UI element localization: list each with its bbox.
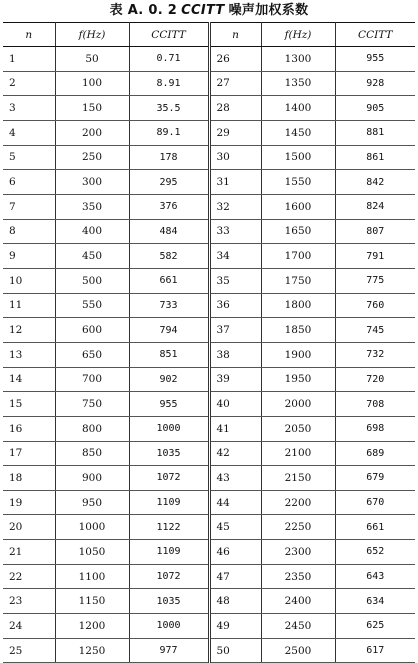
- cell-n-left: 19: [3, 490, 55, 515]
- cell-f-left: 400: [55, 219, 129, 244]
- cell-n-right: 43: [209, 466, 261, 491]
- cell-f-left: 550: [55, 293, 129, 318]
- cell-f-right: 2500: [261, 638, 335, 663]
- table-caption: [0, 2, 418, 20]
- header-ccitt-left: CCITT: [129, 23, 209, 47]
- cell-ccitt-right: 720: [335, 367, 415, 392]
- table-caption-suffix: 噪声加权系数: [228, 3, 309, 18]
- cell-f-right: 1500: [261, 145, 335, 170]
- table-row: [3, 515, 415, 540]
- cell-f-left: 300: [55, 170, 129, 195]
- cell-n-right: 36: [209, 293, 261, 318]
- cell-f-left: 1200: [55, 614, 129, 639]
- cell-n-right: 29: [209, 120, 261, 145]
- cell-n-left: 18: [3, 466, 55, 491]
- cell-f-right: 2450: [261, 614, 335, 639]
- cell-n-left: 21: [3, 540, 55, 565]
- cell-f-left: 950: [55, 490, 129, 515]
- cell-ccitt-right: 955: [335, 47, 415, 72]
- table-row: [3, 268, 415, 293]
- cell-f-right: 1750: [261, 268, 335, 293]
- cell-ccitt-right: 842: [335, 170, 415, 195]
- table-row: [3, 194, 415, 219]
- cell-f-right: 1400: [261, 96, 335, 121]
- cell-f-left: 200: [55, 120, 129, 145]
- table-row: [3, 392, 415, 417]
- cell-ccitt-left: 8.91: [129, 71, 209, 96]
- cell-ccitt-right: 634: [335, 589, 415, 614]
- cell-f-left: 700: [55, 367, 129, 392]
- header-f-right: f(Hz): [261, 23, 335, 47]
- table-caption-prefix: 表 A. 0. 2: [109, 3, 178, 18]
- cell-n-left: 14: [3, 367, 55, 392]
- cell-ccitt-left: 295: [129, 170, 209, 195]
- cell-ccitt-right: 708: [335, 392, 415, 417]
- header-n-right: n: [209, 23, 261, 47]
- cell-ccitt-right: 881: [335, 120, 415, 145]
- cell-n-left: 23: [3, 589, 55, 614]
- cell-n-right: 27: [209, 71, 261, 96]
- cell-f-right: 2350: [261, 564, 335, 589]
- table-row: [3, 490, 415, 515]
- cell-n-right: 44: [209, 490, 261, 515]
- cell-f-right: 2250: [261, 515, 335, 540]
- cell-n-right: 41: [209, 416, 261, 441]
- cell-f-right: 2150: [261, 466, 335, 491]
- cell-ccitt-right: 689: [335, 441, 415, 466]
- cell-f-left: 500: [55, 268, 129, 293]
- cell-n-right: 46: [209, 540, 261, 565]
- cell-f-left: 1000: [55, 515, 129, 540]
- cell-f-right: 2000: [261, 392, 335, 417]
- cell-f-left: 600: [55, 318, 129, 343]
- cell-f-right: 1900: [261, 342, 335, 367]
- cell-n-right: 40: [209, 392, 261, 417]
- cell-n-right: 35: [209, 268, 261, 293]
- cell-n-left: 13: [3, 342, 55, 367]
- table-caption-emphasis: CCITT: [181, 3, 225, 18]
- cell-n-right: 30: [209, 145, 261, 170]
- cell-n-left: 11: [3, 293, 55, 318]
- cell-n-left: 12: [3, 318, 55, 343]
- cell-ccitt-left: 955: [129, 392, 209, 417]
- cell-f-right: 1650: [261, 219, 335, 244]
- cell-n-left: 2: [3, 71, 55, 96]
- cell-ccitt-left: 1109: [129, 490, 209, 515]
- cell-ccitt-left: 582: [129, 244, 209, 269]
- cell-f-right: 1350: [261, 71, 335, 96]
- cell-ccitt-left: 1122: [129, 515, 209, 540]
- cell-n-left: 4: [3, 120, 55, 145]
- cell-n-left: 25: [3, 638, 55, 663]
- cell-f-left: 1250: [55, 638, 129, 663]
- table-row: [3, 47, 415, 72]
- cell-ccitt-right: 617: [335, 638, 415, 663]
- cell-n-left: 20: [3, 515, 55, 540]
- cell-ccitt-right: 732: [335, 342, 415, 367]
- table-row: [3, 71, 415, 96]
- cell-n-left: 16: [3, 416, 55, 441]
- cell-ccitt-left: 0.71: [129, 47, 209, 72]
- table-row: [3, 441, 415, 466]
- cell-ccitt-left: 35.5: [129, 96, 209, 121]
- cell-ccitt-left: 1072: [129, 564, 209, 589]
- cell-n-right: 26: [209, 47, 261, 72]
- cell-n-right: 31: [209, 170, 261, 195]
- cell-ccitt-right: 791: [335, 244, 415, 269]
- table-header-row: [3, 23, 415, 47]
- cell-n-left: 15: [3, 392, 55, 417]
- cell-ccitt-left: 1109: [129, 540, 209, 565]
- cell-f-right: 1600: [261, 194, 335, 219]
- cell-n-right: 33: [209, 219, 261, 244]
- table-row: [3, 96, 415, 121]
- cell-n-right: 50: [209, 638, 261, 663]
- cell-f-left: 900: [55, 466, 129, 491]
- header-ccitt-right: CCITT: [335, 23, 415, 47]
- cell-ccitt-left: 89.1: [129, 120, 209, 145]
- cell-f-left: 250: [55, 145, 129, 170]
- cell-ccitt-left: 484: [129, 219, 209, 244]
- cell-n-right: 34: [209, 244, 261, 269]
- cell-f-right: 2100: [261, 441, 335, 466]
- cell-n-left: 7: [3, 194, 55, 219]
- table-row: [3, 318, 415, 343]
- cell-n-left: 24: [3, 614, 55, 639]
- cell-n-left: 9: [3, 244, 55, 269]
- cell-ccitt-right: 760: [335, 293, 415, 318]
- cell-n-left: 22: [3, 564, 55, 589]
- cell-ccitt-left: 1072: [129, 466, 209, 491]
- cell-ccitt-right: 661: [335, 515, 415, 540]
- table-row: [3, 540, 415, 565]
- cell-f-left: 750: [55, 392, 129, 417]
- cell-n-right: 48: [209, 589, 261, 614]
- cell-f-left: 350: [55, 194, 129, 219]
- header-f-left: f(Hz): [55, 23, 129, 47]
- table-row: [3, 367, 415, 392]
- table-row: [3, 170, 415, 195]
- cell-n-right: 32: [209, 194, 261, 219]
- table-body: [3, 47, 415, 663]
- header-n-left: n: [3, 23, 55, 47]
- cell-f-left: 1100: [55, 564, 129, 589]
- cell-f-left: 650: [55, 342, 129, 367]
- cell-f-right: 1450: [261, 120, 335, 145]
- cell-f-right: 2400: [261, 589, 335, 614]
- table-row: [3, 145, 415, 170]
- cell-ccitt-right: 745: [335, 318, 415, 343]
- cell-ccitt-left: 977: [129, 638, 209, 663]
- cell-f-left: 1050: [55, 540, 129, 565]
- cell-f-left: 150: [55, 96, 129, 121]
- table-row: [3, 244, 415, 269]
- cell-ccitt-right: 905: [335, 96, 415, 121]
- cell-n-right: 45: [209, 515, 261, 540]
- cell-ccitt-right: 775: [335, 268, 415, 293]
- table-row: [3, 120, 415, 145]
- cell-f-right: 2050: [261, 416, 335, 441]
- cell-n-right: 49: [209, 614, 261, 639]
- table-row: [3, 589, 415, 614]
- cell-f-right: 1550: [261, 170, 335, 195]
- cell-f-left: 1150: [55, 589, 129, 614]
- cell-n-left: 6: [3, 170, 55, 195]
- table-row: [3, 466, 415, 491]
- table-row: [3, 564, 415, 589]
- cell-n-left: 3: [3, 96, 55, 121]
- cell-ccitt-right: 679: [335, 466, 415, 491]
- cell-f-right: 1700: [261, 244, 335, 269]
- cell-n-right: 47: [209, 564, 261, 589]
- cell-ccitt-left: 902: [129, 367, 209, 392]
- table-row: [3, 342, 415, 367]
- cell-ccitt-right: 652: [335, 540, 415, 565]
- cell-ccitt-left: 851: [129, 342, 209, 367]
- cell-ccitt-left: 178: [129, 145, 209, 170]
- cell-ccitt-right: 643: [335, 564, 415, 589]
- cell-f-right: 2200: [261, 490, 335, 515]
- cell-f-left: 100: [55, 71, 129, 96]
- cell-f-right: 1800: [261, 293, 335, 318]
- table-row: [3, 638, 415, 663]
- cell-ccitt-left: 376: [129, 194, 209, 219]
- cell-ccitt-right: 625: [335, 614, 415, 639]
- cell-f-right: 1300: [261, 47, 335, 72]
- cell-n-right: 28: [209, 96, 261, 121]
- cell-f-left: 800: [55, 416, 129, 441]
- cell-f-left: 50: [55, 47, 129, 72]
- cell-n-left: 17: [3, 441, 55, 466]
- cell-n-left: 1: [3, 47, 55, 72]
- cell-n-right: 42: [209, 441, 261, 466]
- cell-n-left: 5: [3, 145, 55, 170]
- cell-ccitt-right: 698: [335, 416, 415, 441]
- cell-ccitt-right: 928: [335, 71, 415, 96]
- cell-f-right: 1950: [261, 367, 335, 392]
- cell-n-right: 37: [209, 318, 261, 343]
- table-row: [3, 219, 415, 244]
- cell-ccitt-left: 1035: [129, 441, 209, 466]
- cell-ccitt-left: 794: [129, 318, 209, 343]
- cell-f-right: 2300: [261, 540, 335, 565]
- cell-ccitt-left: 1000: [129, 614, 209, 639]
- cell-ccitt-left: 1035: [129, 589, 209, 614]
- table-row: [3, 416, 415, 441]
- cell-ccitt-right: 670: [335, 490, 415, 515]
- cell-n-right: 39: [209, 367, 261, 392]
- cell-n-left: 10: [3, 268, 55, 293]
- cell-ccitt-left: 1000: [129, 416, 209, 441]
- cell-ccitt-right: 807: [335, 219, 415, 244]
- table-row: [3, 293, 415, 318]
- cell-f-left: 450: [55, 244, 129, 269]
- cell-ccitt-left: 733: [129, 293, 209, 318]
- cell-ccitt-right: 861: [335, 145, 415, 170]
- cell-f-left: 850: [55, 441, 129, 466]
- cell-n-right: 38: [209, 342, 261, 367]
- cell-n-left: 8: [3, 219, 55, 244]
- cell-ccitt-right: 824: [335, 194, 415, 219]
- cell-f-right: 1850: [261, 318, 335, 343]
- weighting-coefficient-table: [3, 22, 415, 663]
- cell-ccitt-left: 661: [129, 268, 209, 293]
